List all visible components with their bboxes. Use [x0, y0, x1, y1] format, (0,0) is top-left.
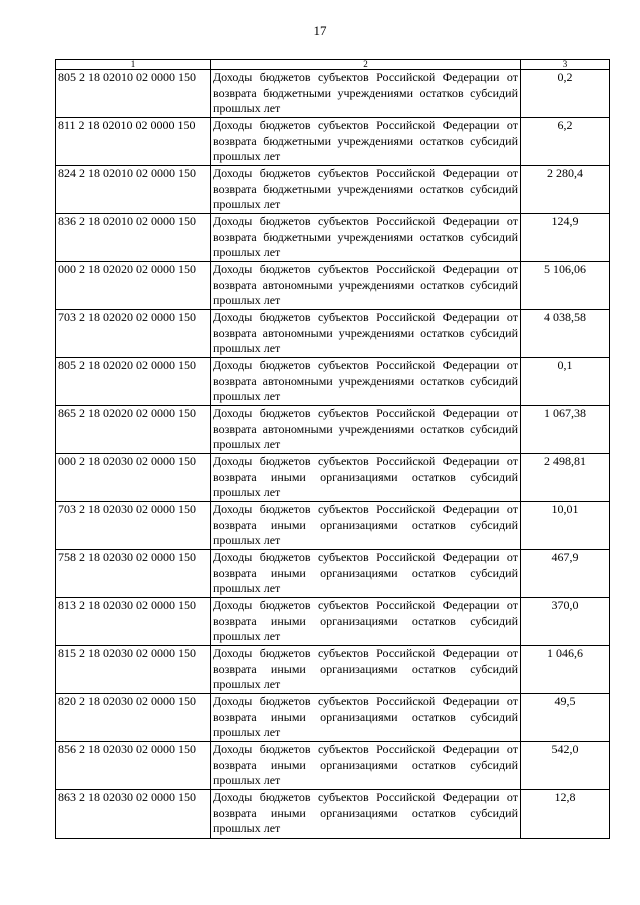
revenue-value-cell: 10,01 [521, 502, 610, 550]
revenue-code-cell: 000 2 18 02020 02 0000 150 [56, 262, 211, 310]
revenue-code-cell: 856 2 18 02030 02 0000 150 [56, 742, 211, 790]
page-number: 17 [313, 23, 327, 38]
revenue-name-cell: Доходы бюджетов субъектов Российской Федерации от возврата автономными учреждениями остатков субсидий прошлых лет [211, 406, 521, 454]
revenue-code-cell: 703 2 18 02030 02 0000 150 [56, 502, 211, 550]
revenue-value-cell: 467,9 [521, 550, 610, 598]
revenue-name-cell: Доходы бюджетов субъектов Российской Федерации от возврата бюджетными учреждениями остатков субсидий прошлых лет [211, 118, 521, 166]
table-row [56, 118, 610, 166]
revenue-name-cell: Доходы бюджетов субъектов Российской Федерации от возврата иными организациями остатков субсидий прошлых лет [211, 502, 521, 550]
header-column-code: 1 [56, 60, 211, 70]
table-row [56, 214, 610, 262]
table-row [56, 454, 610, 502]
revenue-code-cell: 865 2 18 02020 02 0000 150 [56, 406, 211, 454]
revenue-name-cell: Доходы бюджетов субъектов Российской Федерации от возврата иными организациями остатков субсидий прошлых лет [211, 454, 521, 502]
table-row [56, 694, 610, 742]
revenue-name-cell: Доходы бюджетов субъектов Российской Федерации от возврата иными организациями остатков субсидий прошлых лет [211, 598, 521, 646]
revenue-value-cell: 542,0 [521, 742, 610, 790]
revenue-value-cell: 0,2 [521, 70, 610, 118]
revenue-name-cell: Доходы бюджетов субъектов Российской Федерации от возврата автономными учреждениями остатков субсидий прошлых лет [211, 310, 521, 358]
revenue-name-cell: Доходы бюджетов субъектов Российской Федерации от возврата бюджетными учреждениями остатков субсидий прошлых лет [211, 214, 521, 262]
revenue-value-cell: 2 498,81 [521, 454, 610, 502]
revenue-code-cell: 758 2 18 02030 02 0000 150 [56, 550, 211, 598]
revenue-code-cell: 815 2 18 02030 02 0000 150 [56, 646, 211, 694]
revenue-value-cell: 370,0 [521, 598, 610, 646]
table-row [56, 598, 610, 646]
table-row [56, 358, 610, 406]
table-row [56, 310, 610, 358]
revenue-value-cell: 49,5 [521, 694, 610, 742]
revenue-code-cell: 000 2 18 02030 02 0000 150 [56, 454, 211, 502]
revenue-value-cell: 4 038,58 [521, 310, 610, 358]
table-row [56, 742, 610, 790]
revenue-name-cell: Доходы бюджетов субъектов Российской Федерации от возврата бюджетными учреждениями остатков субсидий прошлых лет [211, 70, 521, 118]
header-column-name: 2 [211, 60, 521, 70]
header-row [56, 60, 610, 70]
revenue-name-cell: Доходы бюджетов субъектов Российской Федерации от возврата иными организациями остатков субсидий прошлых лет [211, 646, 521, 694]
revenue-value-cell: 6,2 [521, 118, 610, 166]
revenue-name-cell: Доходы бюджетов субъектов Российской Федерации от возврата автономными учреждениями остатков субсидий прошлых лет [211, 358, 521, 406]
table-row [56, 550, 610, 598]
revenue-code-cell: 824 2 18 02010 02 0000 150 [56, 166, 211, 214]
revenue-code-cell: 820 2 18 02030 02 0000 150 [56, 694, 211, 742]
revenue-code-cell: 813 2 18 02030 02 0000 150 [56, 598, 211, 646]
revenue-code-cell: 811 2 18 02010 02 0000 150 [56, 118, 211, 166]
revenue-value-cell: 12,8 [521, 790, 610, 839]
table-row [56, 262, 610, 310]
table-row [56, 790, 610, 839]
revenue-name-cell: Доходы бюджетов субъектов Российской Федерации от возврата иными организациями остатков субсидий прошлых лет [211, 742, 521, 790]
revenue-name-cell: Доходы бюджетов субъектов Российской Федерации от возврата иными организациями остатков субсидий прошлых лет [211, 790, 521, 839]
revenue-value-cell: 5 106,06 [521, 262, 610, 310]
revenue-name-cell: Доходы бюджетов субъектов Российской Федерации от возврата иными организациями остатков субсидий прошлых лет [211, 694, 521, 742]
table-row [56, 502, 610, 550]
revenue-code-cell: 805 2 18 02020 02 0000 150 [56, 358, 211, 406]
revenue-code-cell: 703 2 18 02020 02 0000 150 [56, 310, 211, 358]
revenue-code-cell: 836 2 18 02010 02 0000 150 [56, 214, 211, 262]
revenue-name-cell: Доходы бюджетов субъектов Российской Федерации от возврата автономными учреждениями остатков субсидий прошлых лет [211, 262, 521, 310]
revenue-code-cell: 863 2 18 02030 02 0000 150 [56, 790, 211, 839]
revenue-value-cell: 124,9 [521, 214, 610, 262]
table-header [56, 60, 610, 70]
table-row [56, 646, 610, 694]
budget-revenue-table [55, 59, 610, 839]
revenue-value-cell: 0,1 [521, 358, 610, 406]
table-row [56, 406, 610, 454]
revenue-value-cell: 2 280,4 [521, 166, 610, 214]
revenue-value-cell: 1 046,6 [521, 646, 610, 694]
table-body [56, 70, 610, 839]
header-column-value: 3 [521, 60, 610, 70]
revenue-value-cell: 1 067,38 [521, 406, 610, 454]
table-row [56, 166, 610, 214]
revenue-code-cell: 805 2 18 02010 02 0000 150 [56, 70, 211, 118]
table-row [56, 70, 610, 118]
revenue-name-cell: Доходы бюджетов субъектов Российской Федерации от возврата бюджетными учреждениями остатков субсидий прошлых лет [211, 166, 521, 214]
revenue-name-cell: Доходы бюджетов субъектов Российской Федерации от возврата иными организациями остатков субсидий прошлых лет [211, 550, 521, 598]
